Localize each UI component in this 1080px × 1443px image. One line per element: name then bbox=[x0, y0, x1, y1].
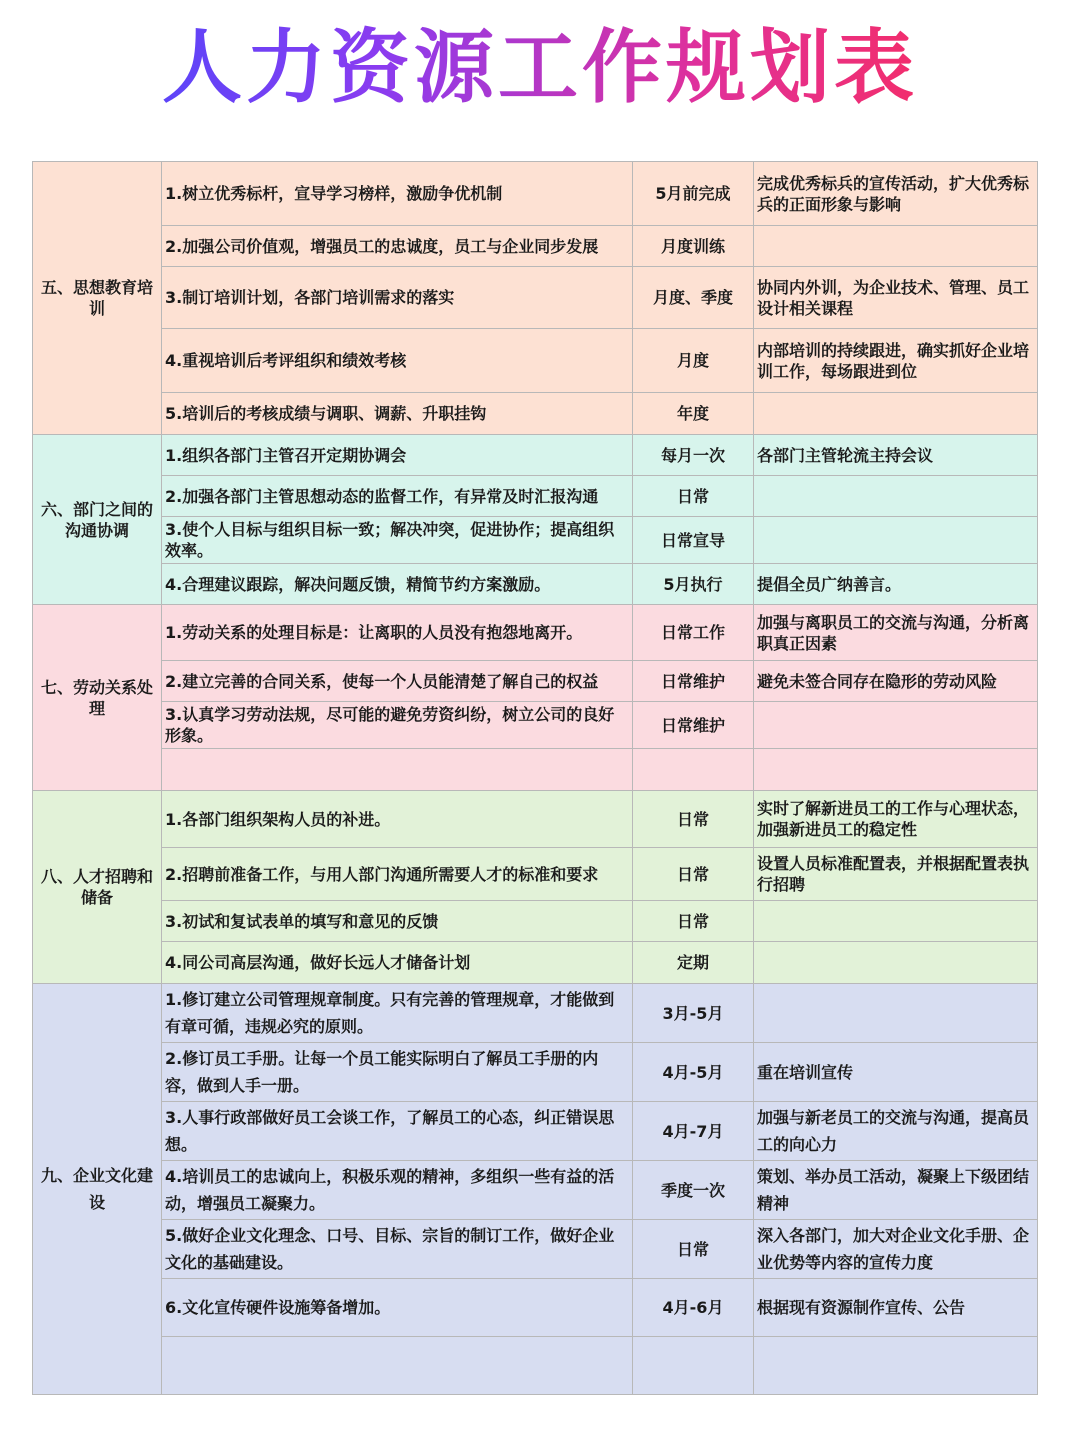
time-cell: 4月-6月 bbox=[633, 1279, 754, 1337]
note-cell: 避免未签合同存在隐形的劳动风险 bbox=[754, 661, 1038, 702]
task-cell: 1.树立优秀标杆，宣导学习榜样，激励争优机制 bbox=[162, 162, 633, 226]
time-cell: 日常工作 bbox=[633, 605, 754, 661]
plan-table bbox=[32, 161, 1038, 1395]
time-cell bbox=[633, 749, 754, 791]
time-cell: 定期 bbox=[633, 942, 754, 984]
task-cell: 3.制订培训计划，各部门培训需求的落实 bbox=[162, 267, 633, 329]
note-cell bbox=[754, 942, 1038, 984]
table-row bbox=[33, 749, 1038, 791]
category-cell: 六、部门之间的沟通协调 bbox=[33, 435, 162, 605]
note-cell: 内部培训的持续跟进，确实抓好企业培训工作，每场跟进到位 bbox=[754, 329, 1038, 393]
note-cell bbox=[754, 517, 1038, 564]
time-cell: 日常 bbox=[633, 1220, 754, 1279]
time-cell: 月度 bbox=[633, 329, 754, 393]
table-row bbox=[33, 226, 1038, 267]
time-cell: 日常 bbox=[633, 791, 754, 848]
task-cell: 3.人事行政部做好员工会谈工作，了解员工的心态，纠正错误思想。 bbox=[162, 1102, 633, 1161]
task-cell: 2.加强公司价值观，增强员工的忠诚度，员工与企业同步发展 bbox=[162, 226, 633, 267]
category-cell: 九、企业文化建设 bbox=[33, 984, 162, 1395]
time-cell: 日常 bbox=[633, 476, 754, 517]
table-row bbox=[33, 393, 1038, 435]
note-cell bbox=[754, 702, 1038, 749]
category-cell: 七、劳动关系处理 bbox=[33, 605, 162, 791]
time-cell: 日常 bbox=[633, 848, 754, 901]
note-cell bbox=[754, 393, 1038, 435]
note-cell bbox=[754, 984, 1038, 1043]
time-cell: 5月前完成 bbox=[633, 162, 754, 226]
note-cell: 协同内外训，为企业技术、管理、员工设计相关课程 bbox=[754, 267, 1038, 329]
table-row bbox=[33, 661, 1038, 702]
task-cell: 3.认真学习劳动法规，尽可能的避免劳资纠纷，树立公司的良好形象。 bbox=[162, 702, 633, 749]
task-cell bbox=[162, 749, 633, 791]
time-cell: 日常 bbox=[633, 901, 754, 942]
task-cell: 1.劳动关系的处理目标是：让离职的人员没有抱怨地离开。 bbox=[162, 605, 633, 661]
task-cell: 2.建立完善的合同关系，使每一个人员能清楚了解自己的权益 bbox=[162, 661, 633, 702]
task-cell: 5.培训后的考核成绩与调职、调薪、升职挂钩 bbox=[162, 393, 633, 435]
table-row bbox=[33, 942, 1038, 984]
table-row bbox=[33, 476, 1038, 517]
table-row bbox=[33, 1043, 1038, 1102]
time-cell: 季度一次 bbox=[633, 1161, 754, 1220]
task-cell bbox=[162, 1337, 633, 1395]
note-cell: 策划、举办员工活动，凝聚上下级团结精神 bbox=[754, 1161, 1038, 1220]
note-cell: 深入各部门，加大对企业文化手册、企业优势等内容的宣传力度 bbox=[754, 1220, 1038, 1279]
note-cell: 加强与离职员工的交流与沟通，分析离职真正因素 bbox=[754, 605, 1038, 661]
table-row bbox=[33, 1220, 1038, 1279]
task-cell: 4.培训员工的忠诚向上，积极乐观的精神，多组织一些有益的活动，增强员工凝聚力。 bbox=[162, 1161, 633, 1220]
table-row bbox=[33, 329, 1038, 393]
time-cell bbox=[633, 1337, 754, 1395]
time-cell: 年度 bbox=[633, 393, 754, 435]
table-row bbox=[33, 162, 1038, 226]
table-row bbox=[33, 901, 1038, 942]
time-cell: 3月-5月 bbox=[633, 984, 754, 1043]
table-row bbox=[33, 1102, 1038, 1161]
time-cell: 每月一次 bbox=[633, 435, 754, 476]
table-row bbox=[33, 1337, 1038, 1395]
table-row bbox=[33, 267, 1038, 329]
task-cell: 2.加强各部门主管思想动态的监督工作，有异常及时汇报沟通 bbox=[162, 476, 633, 517]
table-row bbox=[33, 791, 1038, 848]
note-cell: 提倡全员广纳善言。 bbox=[754, 564, 1038, 605]
note-cell bbox=[754, 749, 1038, 791]
task-cell: 1.各部门组织架构人员的补进。 bbox=[162, 791, 633, 848]
note-cell bbox=[754, 1337, 1038, 1395]
time-cell: 日常维护 bbox=[633, 702, 754, 749]
note-cell bbox=[754, 901, 1038, 942]
time-cell: 月度、季度 bbox=[633, 267, 754, 329]
table-row bbox=[33, 605, 1038, 661]
time-cell: 4月-7月 bbox=[633, 1102, 754, 1161]
table-row bbox=[33, 1279, 1038, 1337]
page-title: 人力资源工作规划表 bbox=[0, 20, 1080, 116]
time-cell: 日常维护 bbox=[633, 661, 754, 702]
task-cell: 5.做好企业文化理念、口号、目标、宗旨的制订工作，做好企业文化的基础建设。 bbox=[162, 1220, 633, 1279]
task-cell: 1.修订建立公司管理规章制度。只有完善的管理规章，才能做到有章可循，违规必究的原则。 bbox=[162, 984, 633, 1043]
note-cell bbox=[754, 476, 1038, 517]
table-row bbox=[33, 702, 1038, 749]
table-row bbox=[33, 517, 1038, 564]
time-cell: 5月执行 bbox=[633, 564, 754, 605]
time-cell: 月度训练 bbox=[633, 226, 754, 267]
task-cell: 6.文化宣传硬件设施筹备增加。 bbox=[162, 1279, 633, 1337]
table-row bbox=[33, 848, 1038, 901]
task-cell: 2.招聘前准备工作，与用人部门沟通所需要人才的标准和要求 bbox=[162, 848, 633, 901]
time-cell: 日常宣导 bbox=[633, 517, 754, 564]
note-cell: 设置人员标准配置表，并根据配置表执行招聘 bbox=[754, 848, 1038, 901]
table-row bbox=[33, 564, 1038, 605]
note-cell: 实时了解新进员工的工作与心理状态，加强新进员工的稳定性 bbox=[754, 791, 1038, 848]
table-row bbox=[33, 984, 1038, 1043]
note-cell: 加强与新老员工的交流与沟通，提高员工的向心力 bbox=[754, 1102, 1038, 1161]
note-cell: 重在培训宣传 bbox=[754, 1043, 1038, 1102]
task-cell: 4.重视培训后考评组织和绩效考核 bbox=[162, 329, 633, 393]
note-cell: 完成优秀标兵的宣传活动，扩大优秀标兵的正面形象与影响 bbox=[754, 162, 1038, 226]
task-cell: 1.组织各部门主管召开定期协调会 bbox=[162, 435, 633, 476]
category-cell: 八、人才招聘和储备 bbox=[33, 791, 162, 984]
note-cell bbox=[754, 226, 1038, 267]
table-row bbox=[33, 1161, 1038, 1220]
task-cell: 4.合理建议跟踪，解决问题反馈，精简节约方案激励。 bbox=[162, 564, 633, 605]
task-cell: 4.同公司高层沟通，做好长远人才储备计划 bbox=[162, 942, 633, 984]
note-cell: 根据现有资源制作宣传、公告 bbox=[754, 1279, 1038, 1337]
task-cell: 3.使个人目标与组织目标一致；解决冲突，促进协作；提高组织效率。 bbox=[162, 517, 633, 564]
table-row bbox=[33, 435, 1038, 476]
time-cell: 4月-5月 bbox=[633, 1043, 754, 1102]
task-cell: 2.修订员工手册。让每一个员工能实际明白了解员工手册的内容，做到人手一册。 bbox=[162, 1043, 633, 1102]
category-cell: 五、思想教育培训 bbox=[33, 162, 162, 435]
note-cell: 各部门主管轮流主持会议 bbox=[754, 435, 1038, 476]
task-cell: 3.初试和复试表单的填写和意见的反馈 bbox=[162, 901, 633, 942]
